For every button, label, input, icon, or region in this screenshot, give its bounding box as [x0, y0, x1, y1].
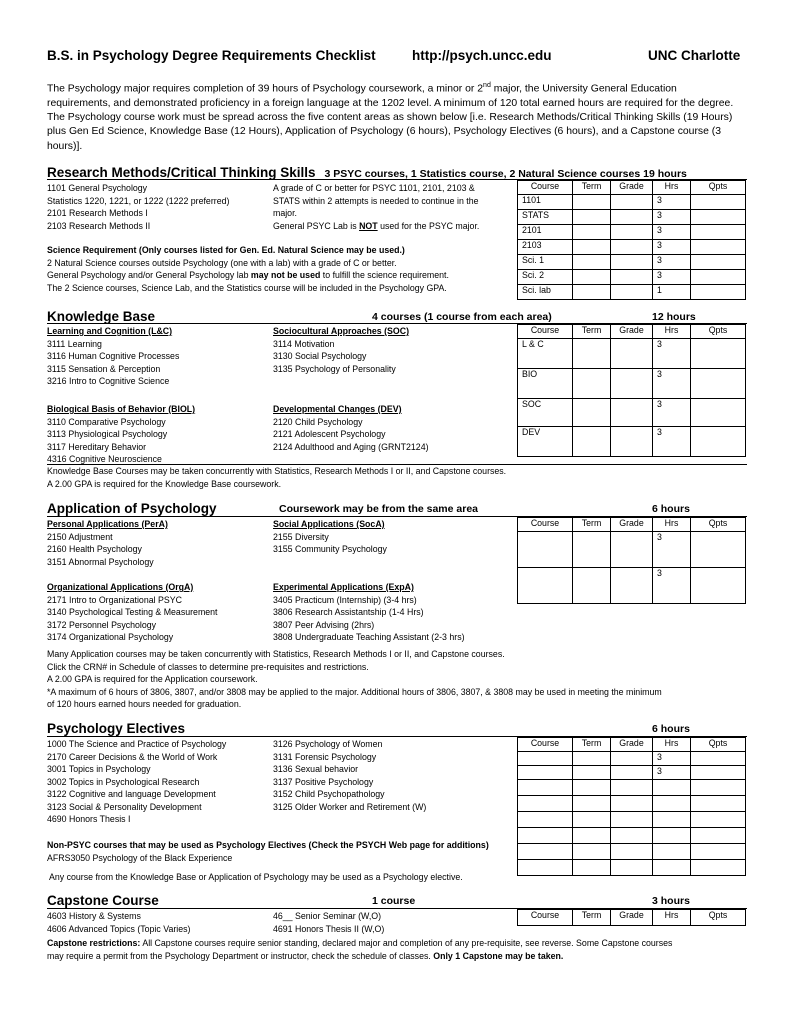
research-section-heading: Research Methods/Critical Thinking Skills 3 PSYC courses, 1 Statistics course, 2 Natural Science courses 19 hours	[47, 165, 687, 180]
electives-hours: 6 hours	[652, 723, 690, 735]
expa-list: Experimental Applications (ExpA) 3405 Practicum (Internship) (3-4 hrs) 3806 Research Assistantship (1-4 Hrs) 3807 Peer Advising (2hrs) 3808 Undergraduate Teaching Assistant (2-3 hrs)	[273, 582, 465, 642]
knowledge-section-title: Knowledge Base	[47, 309, 156, 324]
table-row[interactable]	[518, 780, 746, 796]
table-row[interactable]: 1101 3	[518, 195, 746, 210]
table-row[interactable]: BIO 3	[518, 369, 746, 399]
capstone-restrictions: Capstone restrictions: All Capstone courses require senior standing, declared major and completion of any pre-requisite, see reverse. Some Capstone courses may require a permit from the Psychology Department or instructor, check the schedule of classes. Only 1 Capstone may be taken.	[47, 938, 673, 961]
capstone-section-subtitle: 1 course	[372, 895, 416, 907]
capstone-grade-table[interactable]: Course Term Grade Hrs Qpts	[517, 909, 746, 926]
soc-list: Sociocultural Approaches (SOC) 3114 Motivation 3130 Social Psychology 3135 Psychology of Personality	[273, 326, 410, 374]
capstone-list-2: 46__ Senior Seminar (W,O) 4691 Honors Thesis II (W,O)	[273, 911, 385, 934]
dev-list: Developmental Changes (DEV) 2120 Child Psychology 2121 Adolescent Psychology 2124 Adulthood and Aging (GRNT2124)	[273, 404, 429, 452]
table-row[interactable]: 2103 3	[518, 240, 746, 255]
table-row[interactable]	[518, 796, 746, 812]
electives-note: Any course from the Knowledge Base or Application of Psychology may be used as a Psychology elective.	[49, 872, 463, 882]
research-grade-table[interactable]: Course Term Grade Hrs Qpts 1101 3 STATS 3 2101 3 2103 3 Sci. 1 3 Sci. 2 3 Sci. lab 1	[517, 180, 746, 300]
application-section-title: Application of Psychology	[47, 501, 217, 516]
table-row[interactable]: STATS 3	[518, 210, 746, 225]
electives-list-2: 3126 Psychology of Women 3131 Forensic Psychology 3136 Sexual behavior 3137 Positive Psychology 3152 Child Psychopathology 3125 Older Worker and Retirement (W)	[273, 739, 427, 812]
table-row[interactable]: DEV 3	[518, 427, 746, 457]
application-section-subtitle: Coursework may be from the same area	[279, 503, 478, 515]
pera-list: Personal Applications (PerA) 2150 Adjustment 2160 Health Psychology 3151 Abnormal Psychology	[47, 519, 168, 567]
department-url[interactable]: http://psych.uncc.edu	[412, 48, 552, 63]
document-title: B.S. in Psychology Degree Requirements Checklist	[47, 48, 376, 63]
table-row[interactable]: 3	[518, 532, 746, 568]
table-row[interactable]: SOC 3	[518, 399, 746, 427]
table-row[interactable]	[518, 860, 746, 876]
application-grade-table[interactable]: Course Term Grade Hrs Qpts 3 3	[517, 517, 746, 604]
non-psyc-electives: Non-PSYC courses that may be used as Psychology Electives (Check the PSYCH Web page for additions) AFRS3050 Psychology of the Black Experience	[47, 840, 489, 863]
orga-list: Organizational Applications (OrgA) 2171 Intro to Organizational PSYC 3140 Psychological Testing & Measurement 3172 Personnel Psychology 3174 Organizational Psychology	[47, 582, 218, 642]
list-item: Statistics 1220, 1221, or 1222 (1222 preferred)	[47, 195, 230, 206]
knowledge-hours: 12 hours	[652, 311, 696, 323]
biol-list: Biological Basis of Behavior (BIOL) 3110 Comparative Psychology 3113 Physiological Psychology 3117 Hereditary Behavior 4316 Cognitive Neuroscience	[47, 404, 196, 464]
table-row[interactable]: 2101 3	[518, 225, 746, 240]
application-hours: 6 hours	[652, 503, 690, 515]
list-item: 2101 Research Methods I	[47, 208, 148, 218]
electives-list-1: 1000 The Science and Practice of Psychology 2170 Career Decisions & the World of Work 3001 Topics in Psychology 3002 Topics in Psychological Research 3122 Cognitive and language Development 3123 Social & Personality Development 4690 Honors Thesis I	[47, 739, 227, 824]
electives-grade-table[interactable]: Course Term Grade Hrs Qpts 3 3	[517, 737, 746, 876]
lc-list: Learning and Cognition (L&C) 3111 Learning 3116 Human Cognitive Processes 3115 Sensation & Perception 3216 Intro to Cognitive Science	[47, 326, 180, 386]
electives-section-title: Psychology Electives	[47, 721, 186, 736]
table-row[interactable]	[518, 812, 746, 828]
research-course-list	[47, 182, 229, 232]
table-row[interactable]: L & C 3	[518, 339, 746, 369]
knowledge-grade-table[interactable]: Course Term Grade Hrs Qpts L & C 3 BIO 3 SOC 3 DEV 3	[517, 324, 746, 457]
table-row[interactable]: Sci. lab 1	[518, 285, 746, 300]
table-row[interactable]	[518, 844, 746, 860]
capstone-hours: 3 hours	[652, 895, 690, 907]
capstone-section-title: Capstone Course	[47, 893, 159, 908]
list-item: 2103 Research Methods II	[47, 220, 151, 231]
table-row[interactable]: Sci. 2 3	[518, 270, 746, 285]
capstone-list-1: 4603 History & Systems 4606 Advanced Topics (Topic Varies)	[47, 911, 191, 934]
research-grade-note: A grade of C or better for PSYC 1101, 2101, 2103 & STATS within 2 attempts is needed to continue in the major. General PSYC Lab is NOT used for the PSYC major.	[273, 183, 480, 231]
knowledge-section-subtitle: 4 courses (1 course from each area)	[372, 311, 552, 323]
soca-list: Social Applications (SocA) 2155 Diversity 3155 Community Psychology	[273, 519, 387, 554]
science-requirement: Science Requirement (Only courses listed for Gen. Ed. Natural Science may be used.) 2 Natural Science courses outside Psychology (one with a lab) with a grade of C or better. General Psychology and/or General Psychology lab may not be used to fulfill the science requirement. The 2 Science courses, Science Lab, and the Statistics course will be included in the Psychology GPA.	[47, 245, 449, 293]
table-row[interactable]: Sci. 1 3	[518, 255, 746, 270]
school-name: UNC Charlotte	[648, 48, 741, 63]
intro-paragraph: The Psychology major requires completion of 39 hours of Psychology coursework, a minor or 2nd major, the University General Education requirements, and demonstrated proficiency in a foreign language at the 1202 level. A minimum of 120 total earned hours are required for the degree. The Psychology course work must be spread across the five content areas as shown below [i.e. Research Methods/Critical Thinking Skills (19 Hours) plus Gen Ed Science, Knowledge Base (12 Hours), Application of Psychology (6 hours), Psychology Electives (6 hours), and a Capstone course (3 hours)].	[47, 82, 734, 152]
list-item: 1101 General Psychology	[47, 183, 148, 193]
table-row[interactable]: 3	[518, 752, 746, 766]
knowledge-notes: Knowledge Base Courses may be taken concurrently with Statistics, Research Methods I or II, and Capstone courses. A 2.00 GPA is required for the Knowledge Base coursework.	[47, 466, 507, 489]
table-row[interactable]: 3	[518, 766, 746, 780]
table-row[interactable]: 3	[518, 568, 746, 604]
table-row[interactable]	[518, 828, 746, 844]
application-notes: Many Application courses may be taken concurrently with Statistics, Research Methods I or II, and Capstone courses. Click the CRN# in Schedule of classes to determine pre-requisites and restrictions. A 2.00 GPA is required for the Application coursework. *A maximum of 6 hours of 3806, 3807, and/or 3808 may be applied to the major. Additional hours of 3806, 3807, & 3808 may be used in meeting the minimum of 120 hours earned hours needed for graduation.	[47, 649, 662, 709]
